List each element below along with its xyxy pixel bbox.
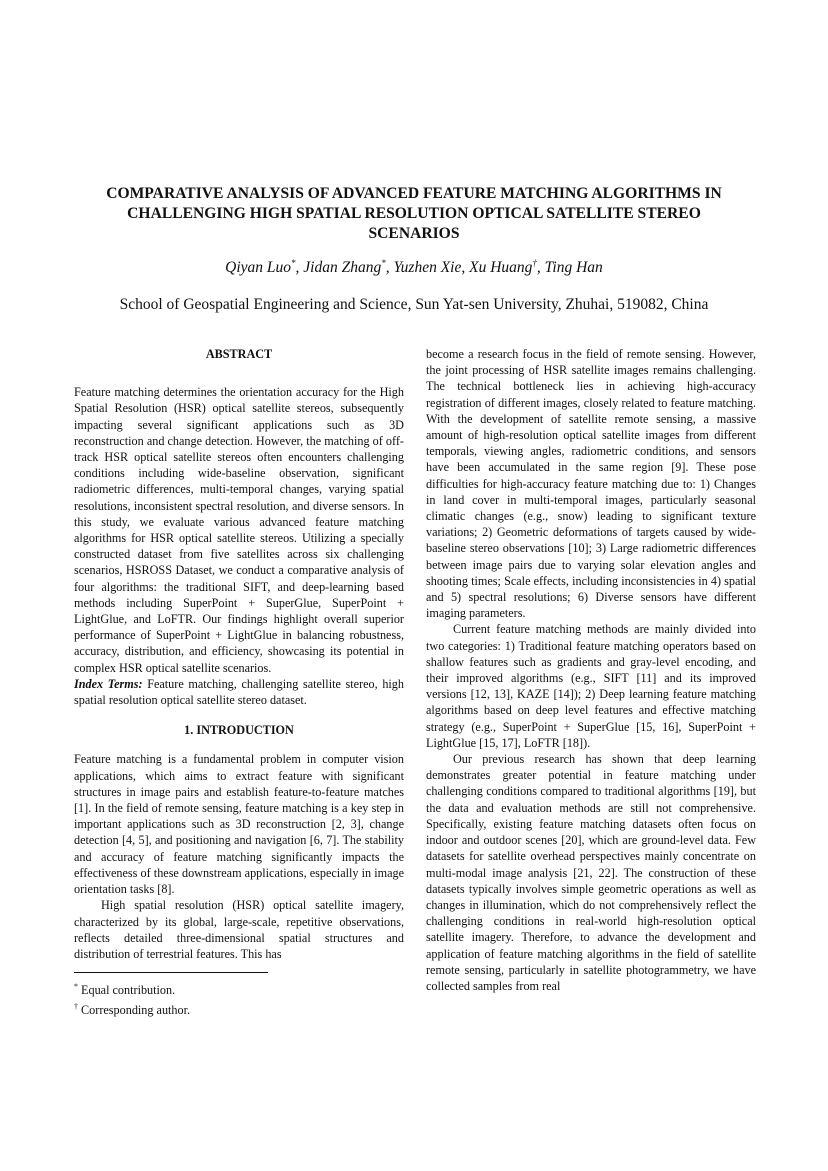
intro-paragraph-2: High spatial resolution (HSR) optical satellite imagery, characterized by its global, large-scale, repetitive observations, reflects detailed three-dimensional spatial structures and distribution of terrestrial features. This has bbox=[74, 898, 404, 961]
intro-paragraph-4-body: Our previous research has shown that deep learning demonstrates greater potential in feature matching under challenging conditions compared to traditional algorithms [19], but the data and evaluation methods are still not comprehensive. Specifically, existing feature matching datasets often focus on indoor and outdoor scenes [20], which are ground-level data. Few datasets for satellite overhead perspectives mainly concentrate on multi-modal image analysis [21, 22]. The construction of these datasets typically involves simple geometric operations as well as changes in illumination, which do not comprehensively reflect the challenging conditions in real-world high-resolution optical satellite imagery. bbox=[426, 752, 756, 945]
footnote-text: Equal contribution. bbox=[78, 983, 176, 998]
author-separator: , bbox=[295, 259, 304, 277]
footnote-mark: * bbox=[74, 982, 78, 992]
intro-paragraph-3: Current feature matching methods are mainly divided into two categories: 1) Traditional feature matching operators based on shallow features such as gradients and gray-level encoding, and their improved algorithms (e.g., SIFT [11] and its improved versions [12, 13], KAZE [14]); 2) Deep learning feature matching algorithms based on deep level features and effective matching strategy (e.g., SuperPoint + SuperGlue [15, 16], SuperPoint + LightGlue [15, 17], LoFTR [18]). bbox=[426, 622, 756, 750]
intro-paragraph-4-tail: Therefore, to advance the development and application of feature matching algorithms in the field of satellite remote sensing, particularly in satellite photogrammetry, we have collected samples from real bbox=[426, 930, 756, 993]
author-separator: , bbox=[385, 259, 394, 277]
abstract-text: Feature matching determines the orientation accuracy for the High Spatial Resolution (HSR) optical satellite stereos, subsequently impacting several significant applications such as 3D reconstruction and change detection. However, the matching of off-track HSR optical satellite stereos often encounters challenging conditions including wide-baseline observation, significant radiometric differences, multi-temporal changes, varying spatial resolutions, inconsistent spectral resolution, and diverse sensors. In this study, we evaluate various advanced feature matching algorithms for HSR optical satellite stereos. Utilizing a specially constructed dataset from five satellites across six challenging scenarios, HSROSS Dataset, we conduct a comparative analysis of four algorithms: the traditional SIFT, and deep-learning based methods including SuperPoint + SuperGlue, SuperPoint + LightGlue, and LoFTR. Our findings highlight overall superior performance of SuperPoint + LightGlue in balancing robustness, accuracy, distribution, and efficiency, showcasing its potential in complex HSR optical satellite scenarios. bbox=[74, 385, 404, 675]
author-name: Xu Huang bbox=[469, 259, 533, 277]
right-column bbox=[426, 346, 756, 994]
intro-paragraph-4 bbox=[426, 751, 756, 994]
index-terms-label: Index Terms: bbox=[74, 676, 143, 691]
author-mark: * bbox=[381, 258, 386, 268]
author-separator: , bbox=[536, 259, 545, 277]
author-list bbox=[60, 258, 768, 277]
title-line: COMPARATIVE ANALYSIS OF ADVANCED FEATURE MATCHING ALGORITHMS IN bbox=[106, 185, 722, 202]
footnote bbox=[74, 979, 404, 999]
index-terms-text: Feature matching, challenging satellite stereo, high spatial resolution optical satellite stereo dataset. bbox=[74, 676, 404, 708]
index-terms bbox=[74, 676, 404, 708]
title-line: SCENARIOS bbox=[368, 225, 460, 242]
author-separator: , bbox=[461, 259, 470, 277]
title-line: CHALLENGING HIGH SPATIAL RESOLUTION OPTICAL SATELLITE STEREO bbox=[127, 205, 701, 222]
paper-title bbox=[60, 184, 768, 244]
author-mark: * bbox=[291, 258, 296, 268]
footnote-text: Corresponding author. bbox=[78, 1002, 191, 1017]
author-name: Jidan Zhang bbox=[303, 259, 382, 277]
left-column bbox=[74, 346, 404, 1018]
footnote-mark: † bbox=[74, 1001, 78, 1011]
author-name: Yuzhen Xie bbox=[393, 259, 462, 277]
author-mark: † bbox=[532, 258, 537, 268]
intro-paragraph-1: Feature matching is a fundamental problem in computer vision applications, which aims to extract feature with significant structures in image pairs and establish feature-to-feature matches [1]. In the field of remote sensing, feature matching is a key step in important applications such as 3D reconstruction [2, 3], change detection [4, 5], and positioning and navigation [6, 7]. The stability and accuracy of feature matching significantly impacts the effectiveness of these downstream applications, especially in image orientation tasks [8]. bbox=[74, 752, 404, 897]
affiliation: School of Geospatial Engineering and Science, Sun Yat-sen University, Zhuhai, 519082, China bbox=[119, 296, 709, 313]
intro-paragraph-2-continued: become a research focus in the field of remote sensing. However, the joint processing of HSR satellite images remains challenging. The technical bottleneck lies in achieving high-accuracy registration of different images, closely related to feature matching. With the development of satellite remote sensing, a massive amount of high-resolution optical satellite images from different temporals, viewing angles, radiometric conditions, and sensors have been accumulated in the same region [9]. These pose difficulties for high-accuracy feature matching due to: 1) Changes in land cover in multi-temporal images, particularly seasonal climatic changes (e.g., snow) leading to significant texture variations; 2) Geometric deformations of targets caused by wide-baseline stereo observations [10]; 3) Large radiometric differences between image pairs due to varying solar elevation angles and shooting times; Scale effects, including inconsistencies in 4) spatial and 5) spectral resolutions; 6) Diverse sensors have different imaging parameters. bbox=[426, 347, 756, 621]
abstract-heading: ABSTRACT bbox=[205, 347, 273, 361]
introduction-heading: 1. INTRODUCTION bbox=[184, 723, 294, 738]
footnote bbox=[74, 999, 404, 1019]
author-name: Ting Han bbox=[544, 259, 603, 277]
author-name: Qiyan Luo bbox=[225, 259, 292, 277]
